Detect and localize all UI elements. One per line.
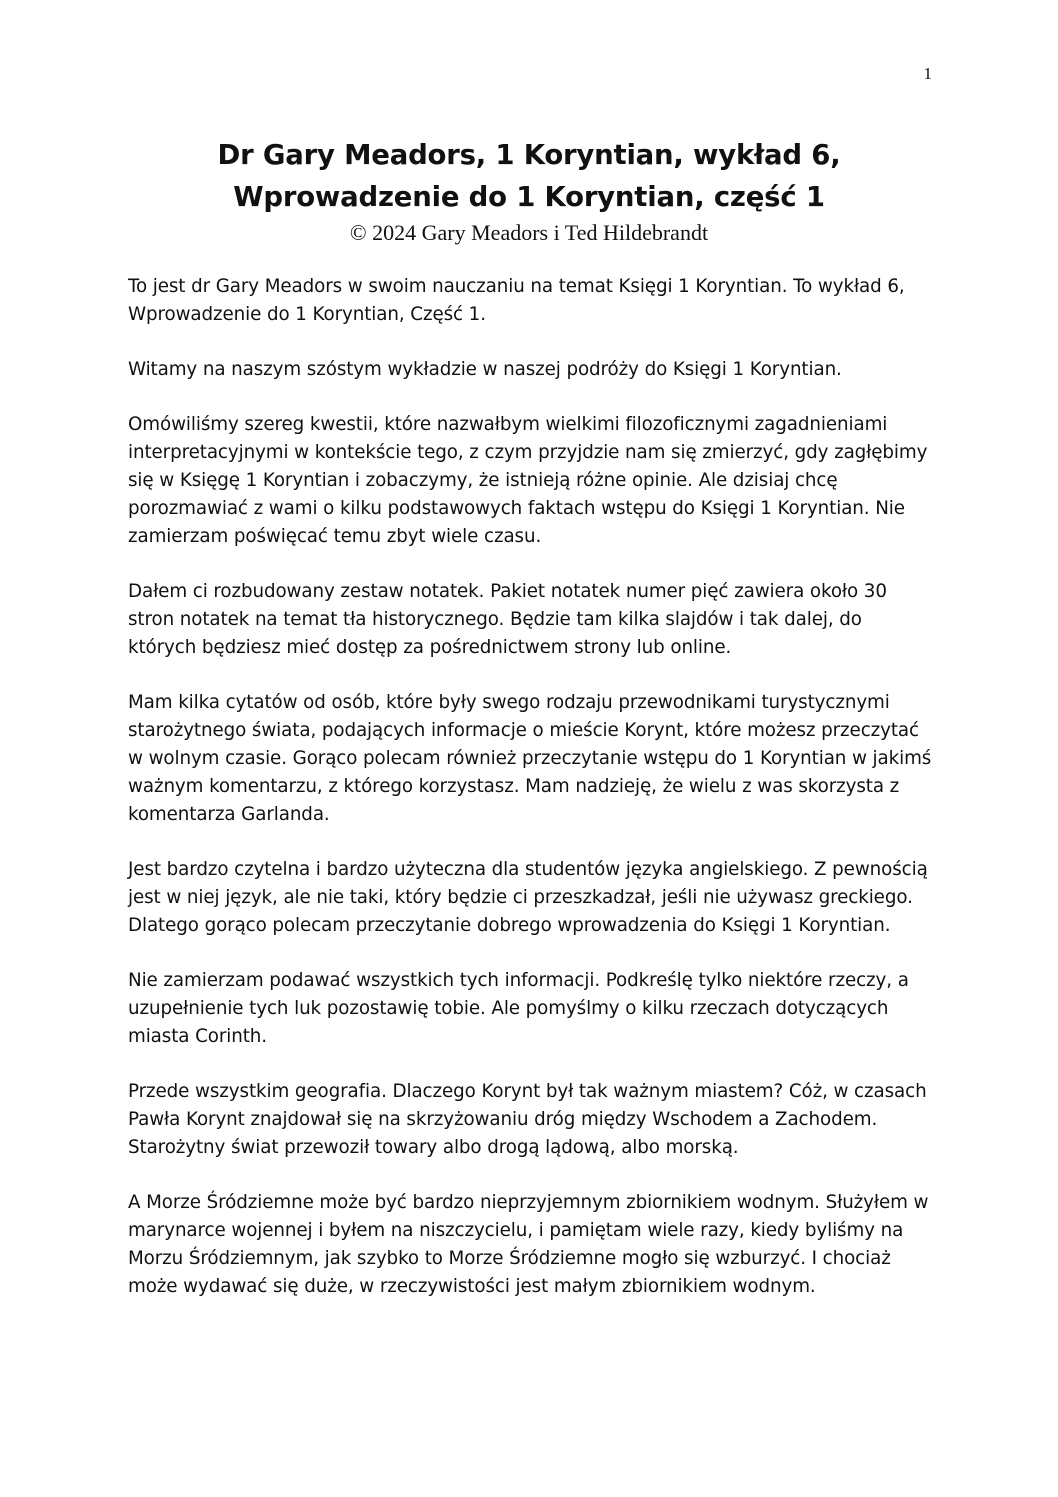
paragraph: Omówiliśmy szereg kwestii, które nazwałbym wielkimi filozoficznymi zagadnieniami interpretacyjnymi w kontekście tego, z czym przyjdzie nam się zmierzyć, gdy zagłębimy się w Księgę 1 Koryntian i zobaczymy, że istnieją różne opinie. Ale dzisiaj chcę porozmawiać z wami o kilku podstawowych faktach wstępu do Księgi 1 Koryntian. Nie zamierzam poświęcać temu zbyt wiele czasu. bbox=[128, 414, 928, 547]
paragraph: A Morze Śródziemne może być bardzo nieprzyjemnym zbiornikiem wodnym. Służyłem w marynarce wojennej i byłem na niszczycielu, i pamiętam wiele razy, kiedy byliśmy na Morzu Śródziemnym, jak szybko to Morze Śródziemne mogło się wzburzyć. I chociaż może wydawać się duże, w rzeczywistości jest małym zbiornikiem wodnym. bbox=[128, 1192, 929, 1297]
title-line-1: Dr Gary Meadors, 1 Koryntian, wykład 6, bbox=[217, 139, 841, 171]
paragraph: Dałem ci rozbudowany zestaw notatek. Pakiet notatek numer pięć zawiera około 30 stron notatek na temat tła historycznego. Będzie tam kilka slajdów i tak dalej, do których będziesz mieć dostęp za pośrednictwem strony lub online. bbox=[128, 581, 887, 658]
copyright-line: © 2024 Gary Meadors i Ted Hildebrandt bbox=[349, 220, 709, 245]
paragraph: Jest bardzo czytelna i bardzo użyteczna dla studentów języka angielskiego. Z pewnością jest w niej język, ale nie taki, który będzie ci przeszkadzał, jeśli nie używasz greckiego. Dlatego gorąco polecam przeczytanie dobrego wprowadzenia do Księgi 1 Koryntian. bbox=[128, 859, 928, 936]
document-body bbox=[128, 273, 933, 1328]
paragraph: To jest dr Gary Meadors w swoim nauczaniu na temat Księgi 1 Koryntian. To wykład 6, Wprowadzenie do 1 Koryntian, Część 1. bbox=[128, 276, 905, 325]
paragraph: Mam kilka cytatów od osób, które były swego rodzaju przewodnikami turystycznymi starożytnego świata, podających informacje o mieście Korynt, które możesz przeczytać w wolnym czasie. Gorąco polecam również przeczytanie wstępu do 1 Koryntian w jakimś ważnym komentarzu, z którego korzystasz. Mam nadzieję, że wielu z was skorzysta z komentarza Garlanda. bbox=[128, 692, 932, 825]
paragraph: Przede wszystkim geografia. Dlaczego Korynt był tak ważnym miastem? Cóż, w czasach Pawła Korynt znajdował się na skrzyżowaniu dróg między Wschodem a Zachodem. Starożytny świat przewoził towary albo drogą lądową, albo morską. bbox=[128, 1081, 927, 1158]
paragraph: Nie zamierzam podawać wszystkich tych informacji. Podkreślę tylko niektóre rzeczy, a uzupełnienie tych luk pozostawię tobie. Ale pomyślmy o kilku rzeczach dotyczących miasta Corinth. bbox=[128, 970, 909, 1047]
page-number: 1 bbox=[923, 64, 932, 83]
title-line-2: Wprowadzenie do 1 Koryntian, część 1 bbox=[233, 181, 825, 213]
paragraph: Witamy na naszym szóstym wykładzie w naszej podróży do Księgi 1 Koryntian. bbox=[128, 359, 842, 380]
document-title bbox=[0, 134, 1058, 218]
